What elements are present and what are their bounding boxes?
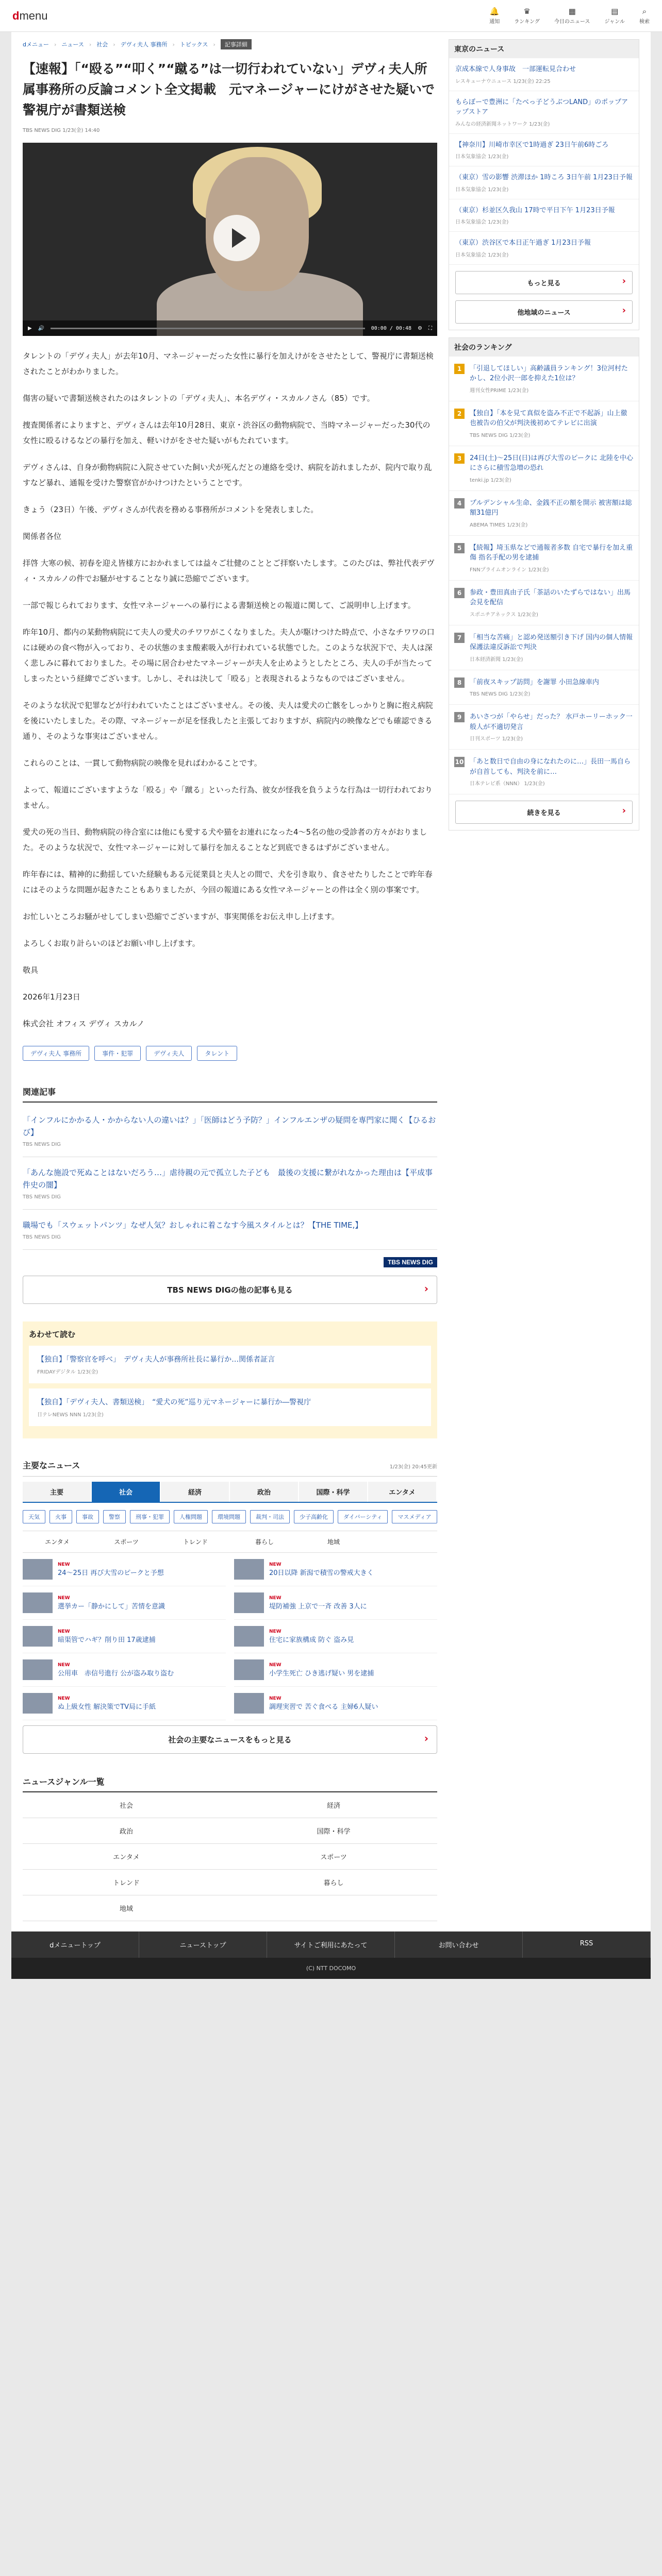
news-item-text — [269, 1596, 367, 1611]
ranking-item[interactable] — [449, 625, 639, 670]
article-body — [23, 348, 437, 1031]
ranking-title: 「引退してほしい」高齢議員ランキング！3位河村たかし、2位小沢一郎を抑えた1位は？ — [470, 364, 628, 382]
crumb-topic[interactable]: デヴィ夫人 事務所 — [120, 41, 168, 48]
local-news-heading: 東京のニュース — [449, 40, 639, 58]
nav-today[interactable]: ▦ 今日のニュース — [554, 6, 590, 25]
ranking-item[interactable] — [449, 581, 639, 625]
new-badge: NEW — [58, 1562, 70, 1567]
new-badge: NEW — [58, 1595, 70, 1601]
local-news-source: 日本気象協会 1/23(金) — [455, 187, 509, 193]
new-badge: NEW — [58, 1696, 70, 1701]
footer-links — [11, 1931, 651, 1958]
subtag-link[interactable]: 火事 — [49, 1510, 72, 1523]
also-read-item[interactable]: 【独自】「デヴィ夫人、書類送検」 “愛犬の死”巡り元マネージャーに暴行か―警視庁 日テレNEWS NNN 1/23(金) — [29, 1388, 431, 1426]
news-item-text — [58, 1562, 164, 1577]
news-item-text — [58, 1629, 156, 1644]
ranking-text — [470, 364, 634, 394]
news-item-title: ぬ上級女性 解決策でTV局に手紙 — [58, 1703, 156, 1711]
main-news-date: 1/23(金) 20:45更新 — [389, 1464, 437, 1470]
nav-genre[interactable]: ▤ ジャンル — [604, 6, 625, 25]
ranking-item[interactable] — [449, 446, 639, 491]
also-read-item[interactable]: 【独自】「警察官を呼べ」 デヴィ夫人が事務所社長に暴行か…関係者証言 FRIDAYデジタル 1/23(金) — [29, 1346, 431, 1383]
ranking-text — [470, 757, 634, 787]
related-item[interactable]: 「あんな施設で死ぬことはないだろう…」虐待親の元で孤立した子ども 最後の支援に繋がれなかった理由は【平成事件史の闇】 TBS NEWS DIG — [23, 1157, 437, 1210]
article-source: TBS NEWS DIG 1/23(金) 14:40 — [23, 128, 100, 133]
local-news-title: （東京）杉並区久我山 17時で平日下午 1月23日予報 — [455, 206, 615, 214]
new-badge: NEW — [269, 1662, 282, 1668]
ranking-source: TBS NEWS DIG 1/23(金) — [470, 432, 531, 438]
video-player[interactable] — [23, 143, 437, 336]
category-link[interactable]: スポーツ — [114, 1538, 139, 1546]
tbs-brand: TBS NEWS DIG — [23, 1250, 437, 1270]
ranking-title: 【独自】「本を見て真似を盗み不正で不起訴」山上徹也被告の伯父が判決後初めてテレビに出演 — [470, 409, 627, 427]
ranking-text — [470, 677, 599, 698]
ranking-box — [449, 337, 639, 831]
ranking-text — [470, 409, 634, 438]
new-badge: NEW — [269, 1629, 282, 1634]
news-tabs — [23, 1482, 437, 1503]
genre-link[interactable]: 暮らし — [230, 1870, 437, 1895]
local-news-title: 京成本線で人身事故 一部運転見合わせ — [455, 65, 576, 73]
article-paragraph: 拝啓 大寒の候、初春を迎え皆様方におかれましては益々ご壮健のこととご拝察いたします。このたびは、弊社代表デヴィ・スカルノの件でお騒がせすることなり誠に恐縮でございます。 — [23, 558, 435, 583]
subtag-link[interactable]: 刑事・犯罪 — [130, 1510, 170, 1523]
article-paragraph: 昨年春には、精神的に動揺していた経験もある元従業員と夫人との間で、犬を引き取り、食させたりしたことで昨年春にはそのような問題が起きたこともありましたが、今回の報道にある女性マネージャーとの件は全く別の事案です。 — [23, 870, 433, 894]
ranking-source: tenki.jp 1/23(金) — [470, 477, 511, 483]
dmenu-logo[interactable]: dmenu — [12, 9, 48, 22]
new-badge: NEW — [269, 1696, 282, 1701]
news-item-title: 公用車 赤信号進行 公が盗み取り盗む — [58, 1669, 174, 1677]
ranking-item[interactable] — [449, 750, 639, 794]
news-item-title: 暗渠管でハギ？削り田 17歳逮捕 — [58, 1636, 156, 1644]
category-link[interactable]: 地域 — [327, 1538, 340, 1546]
news-item[interactable] — [23, 1687, 226, 1720]
fullscreen-icon[interactable]: ⛶ — [428, 325, 432, 331]
tag-link[interactable]: デヴィ夫人 — [146, 1046, 192, 1061]
news-item-title: 小学生死亡 ひき逃げ疑い 男を逮捕 — [269, 1669, 374, 1677]
news-item-text — [58, 1663, 174, 1677]
news-item[interactable] — [23, 1620, 226, 1653]
ranking-title: あいさつが「やらせ」だった？ 水戸ホーリーホック一般人が不適切発言 — [470, 713, 633, 731]
rank-number: 8 — [454, 677, 465, 688]
article-paragraph: 関係者各位 — [23, 532, 62, 541]
ranking-source: 日刊スポーツ 1/23(金) — [470, 736, 523, 742]
article-title: 【速報】「“殴る”“叩く”“蹴る”は一切行われていない」デヴィ夫人所属事務所の反論コメント全文掲載 元マネージャーにけがさせた疑いで警視庁が書類送検 — [23, 61, 435, 117]
news-item-text — [269, 1663, 374, 1677]
related-item[interactable]: 職場でも「スウェットパンツ」なぜ人気？おしゃれに着こなす今風スタイルとは？【THE TIME,】 TBS NEWS DIG — [23, 1210, 437, 1250]
news-item[interactable] — [23, 1586, 226, 1620]
crumb-dmenu[interactable]: dメニュー — [23, 41, 49, 48]
article-paragraph: 愛犬の死の当日、動物病院の待合室には他にも愛する犬や猫をお連れになった4～5名の他の受診者の方々がおりました。そのような状況で、女性マネージャーに対して暴行を加えることなど到底できるはずがございません。 — [23, 827, 427, 852]
ranking-text — [470, 712, 634, 742]
news-item[interactable] — [23, 1553, 226, 1586]
genre-link[interactable]: 社会 — [23, 1792, 230, 1818]
subtag-link[interactable]: 少子高齢化 — [294, 1510, 334, 1523]
genre-link[interactable]: 政治 — [23, 1818, 230, 1844]
article-paragraph: 傷害の疑いで書類送検されたのはタレントの「デヴィ夫人」、本名デヴィ・スカルノさん（85）です。 — [23, 394, 375, 403]
ranking-source: 日本テレビ系（NNN） 1/23(金) — [470, 781, 545, 787]
main-news-heading: 主要なニュース — [23, 1461, 80, 1470]
news-item[interactable] — [234, 1653, 437, 1687]
nav-search[interactable]: ⌕ 検索 — [639, 6, 650, 25]
news-item[interactable] — [234, 1687, 437, 1720]
ranking-more-button[interactable]: 続きを見る › — [455, 801, 633, 824]
rank-number: 9 — [454, 712, 465, 722]
ranking-source: TBS NEWS DIG 1/23(金) — [470, 691, 531, 697]
news-item-title: 選挙カー「静かにして」苦情を意識 — [58, 1602, 166, 1611]
local-news-item[interactable] — [449, 199, 639, 232]
ranking-source: スポニチアネックス 1/23(金) — [470, 612, 538, 618]
also-read — [23, 1321, 437, 1438]
video-progress[interactable] — [51, 328, 365, 329]
ranking-item[interactable] — [449, 491, 639, 536]
news-subtags — [23, 1503, 437, 1531]
article-paragraph: 一部で報じられております、女性マネージャーへの暴行による書類送検との報道に関して、ご説明申し上げます。 — [23, 601, 416, 610]
subtag-link[interactable]: 警察 — [103, 1510, 126, 1523]
subtag-link[interactable]: マスメディア — [392, 1510, 437, 1523]
settings-icon[interactable]: ⚙ — [418, 325, 422, 331]
tag-link[interactable]: 事件・犯罪 — [94, 1046, 141, 1061]
news-tab[interactable]: エンタメ — [368, 1482, 436, 1502]
article-paragraph: 株式会社 オフィス デヴィ スカルノ — [23, 1019, 145, 1028]
news-thumbnail — [234, 1559, 264, 1580]
related-item[interactable]: 「インフルにかかる人・かからない人の違いは？」「医師はどう予防？」インフルエンザの疑問を専門家に聞く【ひるおび】 TBS NEWS DIG — [23, 1105, 437, 1157]
local-news-source: レスキューナウニュース 1/23(金) 22:25 — [455, 78, 551, 84]
ranking-title: 参政・豊田真由子氏「茶話のいたずらではない」出馬会見を配信 — [470, 588, 631, 606]
ranking-heading: 社会のランキング — [449, 338, 639, 357]
news-item-title: 20日以降 新潟で積雪の警戒大きく — [269, 1569, 374, 1577]
news-item-title: 24～25日 再び大雪のピークと予想 — [58, 1569, 164, 1577]
news-thumbnail — [234, 1592, 264, 1613]
ranking-text — [470, 633, 634, 663]
main-news-head — [23, 1459, 437, 1477]
article-paragraph: 2026年1月23日 — [23, 992, 80, 1002]
category-link[interactable]: 暮らし — [255, 1538, 274, 1546]
main-column — [11, 32, 443, 1931]
ranking-text — [470, 543, 634, 573]
subtag-link[interactable]: 裁判・司法 — [250, 1510, 290, 1523]
subtag-link[interactable]: ダイバーシティ — [338, 1510, 388, 1523]
news-thumbnail — [234, 1626, 264, 1647]
subtag-link[interactable]: 天気 — [23, 1510, 45, 1523]
article-tags — [23, 1046, 437, 1061]
news-item-title: 住宅に家族構成 防ぐ 盗み見 — [269, 1636, 354, 1644]
ranking-item[interactable] — [449, 705, 639, 750]
category-link[interactable] — [368, 1537, 437, 1546]
news-thumbnail — [234, 1693, 264, 1714]
footer-link[interactable]: dメニュートップ — [11, 1931, 139, 1958]
crumb-news[interactable]: ニュース — [61, 41, 84, 48]
breadcrumb: dメニュー › ニュース › 社会 › デヴィ夫人 事務所 › トピックス › 記事詳細 — [23, 32, 437, 59]
ranking-source: ABEMA TIMES 1/23(金) — [470, 522, 528, 528]
rank-number: 3 — [454, 453, 465, 464]
ranking-title: 「前夜スキップ訪問」を謝罪 小田急線車内 — [470, 678, 599, 686]
new-badge: NEW — [269, 1595, 282, 1601]
new-badge: NEW — [58, 1629, 70, 1634]
genre-link[interactable]: 地域 — [23, 1895, 230, 1921]
bell-icon: 🔔 — [489, 6, 500, 16]
news-tab[interactable]: 社会 — [92, 1482, 160, 1502]
local-news-title: 【神奈川】川崎市幸区で1時過ぎ 23日午前6時ごろ — [455, 141, 609, 149]
footer-link[interactable]: RSS — [523, 1931, 651, 1958]
article-paragraph: 昨年10月、都内の某動物病院にて夫人の愛犬のチワワがこくなりました。夫人が駆けつけた時点で、小さなチワワの口には硬めの食べ物が入っており、その状態のまま酸素吸入が行われている状態でした。このような状況下で、夫人は深く悲しみに暮れておりました。その場に居合わせたマネージャーが夫人を止めようとしたところ、夫人の手が当たってしまったという経緯でございます。しかし、それは決して「殴る」と表現されるようなものではございません。 — [23, 628, 435, 683]
news-item-title: 堤防補強 上京で一斉 改善 3人に — [269, 1602, 367, 1611]
local-news-source: みんなの経済新聞ネットワーク 1/23(金) — [455, 121, 550, 127]
footer-link[interactable]: お問い合わせ — [395, 1931, 523, 1958]
rank-number: 4 — [454, 498, 465, 509]
news-item-text — [269, 1629, 354, 1644]
news-thumbnail — [234, 1659, 264, 1680]
ranking-title: 「相当な苦痛」と認め発送額引き下げ 国内の個人情報保護法違反訴訟で判決 — [470, 633, 633, 651]
news-item[interactable] — [23, 1653, 226, 1687]
local-news-item[interactable] — [449, 166, 639, 199]
news-categories — [23, 1531, 437, 1553]
local-news-source: 日本気象協会 1/23(金) — [455, 154, 509, 160]
rank-number: 2 — [454, 409, 465, 419]
play-icon[interactable] — [213, 215, 260, 261]
ranking-title: プルデンシャル生命、金銭不正の額を開示 被害額は総額31億円 — [470, 499, 632, 517]
top-bar — [0, 0, 662, 32]
news-item[interactable] — [234, 1620, 437, 1653]
subtag-link[interactable]: 事故 — [76, 1510, 99, 1523]
ranking-title: 24日(土)～25日(日)は再び大雪のピークに 北陸を中心にさらに積雪急増の恐れ — [470, 454, 633, 472]
article-paragraph: デヴィさんは、自身が動物病院に入院させていた飼い犬が死んだとの連絡を受け、病院を訪れましたが、院内で取り乱すなど暴れ、通報を受けた警察官がかけつけたということです。 — [23, 463, 432, 487]
local-news-source: 日本気象協会 1/23(金) — [455, 252, 509, 258]
ranking-source: 日本経済新聞 1/23(金) — [470, 656, 523, 663]
subtag-link[interactable]: 環境問題 — [212, 1510, 246, 1523]
genre-heading: ニュースジャンル一覧 — [23, 1771, 437, 1792]
genre-link[interactable]: トレンド — [23, 1870, 230, 1895]
new-badge: NEW — [58, 1662, 70, 1668]
local-news-item[interactable] — [449, 232, 639, 265]
article-paragraph: これらのことは、一貫して動物病院の映像を見ればわかることです。 — [23, 758, 262, 768]
news-tab[interactable]: 政治 — [230, 1482, 298, 1502]
news-thumbnail — [23, 1592, 53, 1613]
ranking-source: FNNプライムオンライン 1/23(金) — [470, 567, 549, 573]
news-tab[interactable]: 経済 — [161, 1482, 229, 1502]
news-item-text — [58, 1596, 165, 1611]
news-thumbnail — [23, 1659, 53, 1680]
more-society-button[interactable]: 社会の主要なニュースをもっと見る › — [23, 1725, 437, 1754]
rank-number: 7 — [454, 633, 465, 643]
news-item-title: 調理実習で 苦ぐ食べる 主婦6人疑い — [269, 1703, 378, 1711]
video-time: 00:00 / 00:48 — [371, 325, 412, 331]
news-thumbnail — [23, 1626, 53, 1647]
news-item-text — [269, 1696, 378, 1711]
volume-icon[interactable]: 🔊 — [38, 325, 45, 331]
crumb-topics[interactable]: トピックス — [179, 41, 208, 48]
category-link[interactable]: エンタメ — [45, 1538, 70, 1546]
news-item-text — [58, 1696, 156, 1711]
ranking-source: 週刊女性PRIME 1/23(金) — [470, 387, 529, 394]
tag-link[interactable]: デヴィ夫人 事務所 — [23, 1046, 89, 1061]
genre-link[interactable]: エンタメ — [23, 1844, 230, 1870]
ranking-item[interactable] — [449, 536, 639, 581]
nav-notifications[interactable]: 🔔 通知 — [489, 6, 500, 25]
article-paragraph: タレントの「デヴィ夫人」が去年10月、マネージャーだった女性に暴行を加えけがをさせたとして、警視庁に書類送検されたことがわかりました。 — [23, 351, 434, 376]
genre-link[interactable]: 国際・科学 — [230, 1818, 437, 1844]
ranking-item[interactable] — [449, 670, 639, 705]
copyright: (C) NTT DOCOMO — [11, 1958, 651, 1979]
news-thumbnail — [23, 1559, 53, 1580]
local-news-item[interactable] — [449, 58, 639, 91]
local-news-source: 日本気象協会 1/23(金) — [455, 219, 509, 225]
ranking-text — [470, 588, 634, 618]
news-item-text — [269, 1562, 374, 1577]
crown-icon: ♛ — [523, 6, 531, 16]
article-paragraph: きょう（23日）午後、デヴィさんが代表を務める事務所がコメントを発表しました。 — [23, 505, 319, 514]
nav-ranking[interactable]: ♛ ランキング — [514, 6, 540, 25]
ranking-item[interactable] — [449, 357, 639, 401]
news-tab[interactable]: 国際・科学 — [299, 1482, 367, 1502]
article-paragraph: 捜査関係者によりますと、デヴィさんは去年10月28日、東京・渋谷区の動物病院で、当時マネージャーだった30代の女性に殴るけるなどの暴行を加え、軽いけがをさせた疑いがもたれています。 — [23, 420, 431, 445]
tag-link[interactable]: タレント — [197, 1046, 237, 1061]
rank-number: 10 — [454, 757, 465, 767]
article-paragraph: 敬具 — [23, 965, 39, 975]
genre-list — [23, 1771, 437, 1921]
more-tbs-button[interactable]: TBS NEWS DIGの他の記事も見る › — [23, 1276, 437, 1304]
search-icon: ⌕ — [642, 6, 647, 16]
local-news-title: （東京）渋谷区で本日正午過ぎ 1月23日予報 — [455, 239, 591, 247]
page — [11, 32, 651, 1931]
article-paragraph: お忙しいところお騒がせしてしまい恐縮でございますが、事実関係をお伝え申し上げます。 — [23, 912, 339, 921]
genre-link[interactable]: スポーツ — [230, 1844, 437, 1870]
calendar-icon: ▦ — [568, 6, 576, 16]
also-read-heading: あわせて読む — [29, 1330, 76, 1339]
other-area-button[interactable]: 他地域のニュース › — [455, 300, 633, 324]
article-paragraph: そのような状況で犯罪などが行われていたことはございません。その後、夫人は愛犬の亡骸をしっかりと胸に抱え病院を後にいたしました。その際、マネージャーが足を怪我したと主張しておりますが、病院内の映像などでも確認できる通り、そのような事実はございません。 — [23, 701, 433, 741]
article-paragraph: よろしくお取り計らいのほどお願い申し上げます。 — [23, 939, 200, 948]
crumb-society[interactable]: 社会 — [96, 41, 108, 48]
subtag-link[interactable]: 人権問題 — [174, 1510, 208, 1523]
ranking-title: 【続報】埼玉県などで通報者多数 自宅で暴行を加え重傷 指名手配の男を逮捕 — [470, 544, 633, 562]
article-paragraph: よって、報道にございますような「殴る」や「蹴る」といった行為、彼女が怪我を負うような行為は一切行われておりません。 — [23, 785, 433, 810]
local-news-title: もらぼーで豊洲に「たべっ子どうぶつLAND」のポップアップストア — [455, 98, 628, 116]
genre-link[interactable] — [230, 1895, 437, 1921]
new-badge: NEW — [269, 1562, 282, 1567]
play-small-icon[interactable]: ▶ — [28, 325, 32, 331]
genre-link[interactable]: 経済 — [230, 1792, 437, 1818]
local-news-box — [449, 39, 639, 330]
local-news-title: （東京）雪の影響 渋滞ほか 1時ころ 3日午前 1月23日予報 — [455, 174, 633, 181]
local-more-button[interactable]: もっと見る › — [455, 271, 633, 294]
ranking-title: 「あと数日で自由の身になれたのに…」長田一馬自らが自首しても、判決を前に… — [470, 758, 631, 776]
news-item[interactable] — [234, 1586, 437, 1620]
ranking-text — [470, 498, 634, 528]
video-controls — [23, 320, 437, 336]
crumb-current: 記事詳細 — [221, 39, 252, 49]
local-news-item[interactable] — [449, 134, 639, 167]
genre-grid — [23, 1792, 437, 1921]
news-thumbnail — [23, 1693, 53, 1714]
top-nav — [489, 7, 650, 25]
main-news-grid — [23, 1553, 437, 1720]
sidebar — [443, 32, 651, 1931]
rank-number: 6 — [454, 588, 465, 598]
rank-number: 5 — [454, 543, 465, 553]
ranking-text — [470, 453, 634, 483]
grid-icon: ▤ — [611, 6, 619, 16]
rank-number: 1 — [454, 364, 465, 374]
news-item[interactable] — [234, 1553, 437, 1586]
news-tab[interactable]: 主要 — [23, 1482, 91, 1502]
footer-link[interactable]: サイトご利用にあたって — [267, 1931, 395, 1958]
local-news-item[interactable] — [449, 91, 639, 134]
footer-link[interactable]: ニューストップ — [139, 1931, 267, 1958]
category-link[interactable]: トレンド — [183, 1538, 208, 1546]
ranking-item[interactable] — [449, 401, 639, 446]
related-heading: 関連記事 — [23, 1081, 437, 1103]
